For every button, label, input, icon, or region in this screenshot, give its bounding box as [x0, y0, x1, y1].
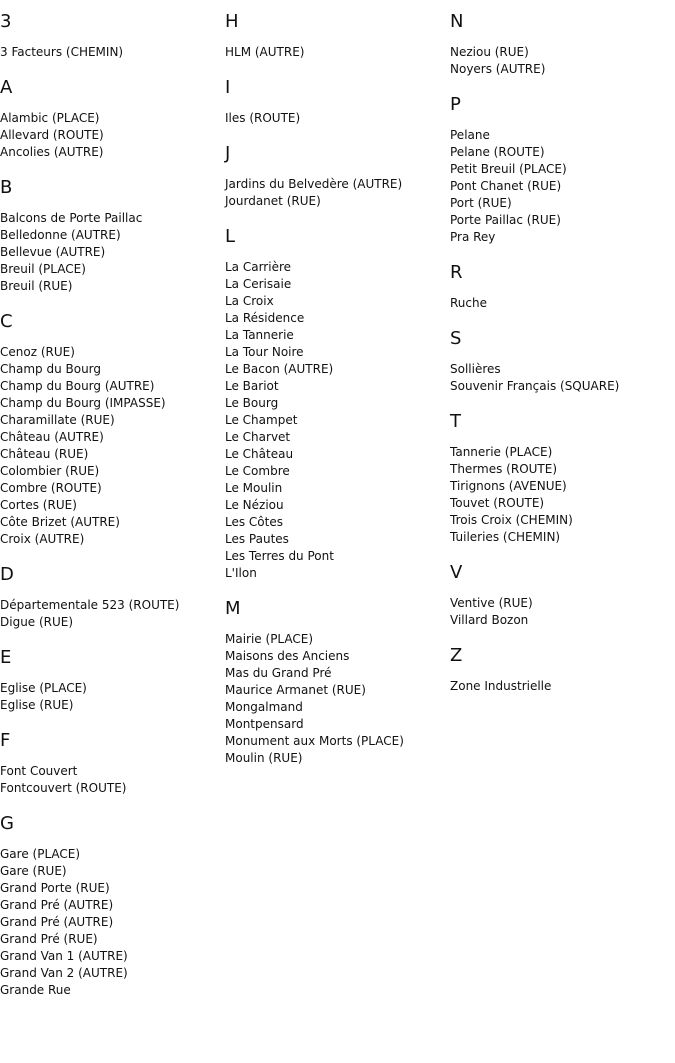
street-list-item[interactable]: Sollières — [450, 362, 501, 376]
letter-section — [0, 310, 225, 548]
letter-section — [450, 410, 675, 546]
street-list-item[interactable]: Les Terres du Pont — [225, 549, 334, 563]
street-list — [0, 344, 225, 548]
section-letter-heading: D — [0, 564, 14, 585]
street-list-item[interactable]: La Croix — [225, 294, 274, 308]
street-list-item[interactable]: Le Combre — [225, 464, 290, 478]
section-letter-heading: I — [225, 77, 231, 98]
letter-section — [0, 10, 225, 61]
section-letter-heading: E — [0, 647, 12, 668]
street-list-item[interactable]: Le Bacon (AUTRE) — [225, 362, 334, 376]
street-list-item[interactable]: Le Bariot — [225, 379, 279, 393]
street-list-item[interactable]: Porte Paillac (RUE) — [450, 213, 561, 227]
section-letter-heading: R — [450, 262, 463, 283]
street-list-item[interactable]: Thermes (ROUTE) — [450, 462, 558, 476]
street-list-item[interactable]: Grand Porte (RUE) — [0, 881, 110, 895]
section-letter-heading: Z — [450, 645, 463, 666]
street-list-item[interactable]: 3 Facteurs (CHEMIN) — [0, 45, 124, 59]
street-list-item[interactable]: Touvet (ROUTE) — [450, 496, 545, 510]
street-list-item[interactable]: Port (RUE) — [450, 196, 512, 210]
street-list — [225, 176, 450, 210]
street-list-item[interactable]: Eglise (RUE) — [0, 698, 74, 712]
street-list-item[interactable]: HLM (AUTRE) — [225, 45, 305, 59]
street-list-item[interactable]: Colombier (RUE) — [0, 464, 100, 478]
street-list-item[interactable]: Ancolies (AUTRE) — [0, 145, 104, 159]
street-list-item[interactable]: Champ du Bourg (IMPASSE) — [0, 396, 166, 410]
section-letter-heading: A — [0, 77, 13, 98]
letter-section — [450, 93, 675, 246]
street-list-item[interactable]: Les Pautes — [225, 532, 289, 546]
street-list-item[interactable]: Pelane — [450, 128, 490, 142]
street-list-item[interactable]: Les Côtes — [225, 515, 283, 529]
street-list-item[interactable]: Maurice Armanet (RUE) — [225, 683, 366, 697]
street-list-item[interactable]: Villard Bozon — [450, 613, 529, 627]
street-list — [450, 295, 675, 312]
letter-section — [225, 225, 450, 582]
street-list-item[interactable]: Pont Chanet (RUE) — [450, 179, 562, 193]
street-list-item[interactable]: Trois Croix (CHEMIN) — [450, 513, 573, 527]
street-list-item[interactable]: Pelane (ROUTE) — [450, 145, 545, 159]
street-list-item[interactable]: Grande Rue — [0, 983, 71, 997]
street-list — [0, 44, 225, 61]
street-list — [450, 678, 675, 695]
letter-section — [0, 812, 225, 999]
street-list-item[interactable]: Cortes (RUE) — [0, 498, 77, 512]
street-list-item[interactable]: Croix (AUTRE) — [0, 532, 85, 546]
street-list — [0, 110, 225, 161]
street-list-item[interactable]: La Tannerie — [225, 328, 294, 342]
street-list-item[interactable]: Combre (ROUTE) — [0, 481, 102, 495]
letter-section — [450, 261, 675, 312]
street-list-item[interactable]: La Tour Noire — [225, 345, 304, 359]
street-list-item[interactable]: Tirignons (AVENUE) — [450, 479, 567, 493]
letter-section — [225, 597, 450, 767]
letter-section — [225, 10, 450, 61]
section-letter-heading: G — [0, 813, 14, 834]
street-list — [450, 444, 675, 546]
street-list-item[interactable]: L'Ilon — [225, 566, 257, 580]
street-list-item[interactable]: Gare (RUE) — [0, 864, 67, 878]
street-list-item[interactable]: Le Moulin — [225, 481, 283, 495]
street-list — [0, 597, 225, 631]
street-list-item[interactable]: Pra Rey — [450, 230, 496, 244]
street-list-item[interactable]: Jourdanet (RUE) — [225, 194, 321, 208]
section-letter-heading: L — [225, 226, 236, 247]
street-list-item[interactable]: Balcons de Porte Paillac — [0, 211, 143, 225]
street-list-item[interactable]: Ruche — [450, 296, 487, 310]
street-list-item[interactable]: Grand Van 2 (AUTRE) — [0, 966, 128, 980]
section-letter-heading: J — [225, 143, 231, 164]
street-list-item[interactable]: Mairie (PLACE) — [225, 632, 314, 646]
street-list-item[interactable]: Château (RUE) — [0, 447, 89, 461]
street-list — [450, 44, 675, 78]
street-list-item[interactable]: Tannerie (PLACE) — [450, 445, 553, 459]
street-list-item[interactable]: Font Couvert — [0, 764, 78, 778]
street-list-item[interactable]: Monument aux Morts (PLACE) — [225, 734, 404, 748]
street-list-item[interactable]: Champ du Bourg (AUTRE) — [0, 379, 155, 393]
street-list-item[interactable]: Le Charvet — [225, 430, 291, 444]
street-list-item[interactable]: Grand Van 1 (AUTRE) — [0, 949, 128, 963]
street-list — [0, 210, 225, 295]
street-list — [225, 259, 450, 582]
street-list-item[interactable]: Noyers (AUTRE) — [450, 62, 546, 76]
street-list-item[interactable]: Digue (RUE) — [0, 615, 74, 629]
street-list — [0, 846, 225, 999]
section-letter-heading: F — [0, 730, 11, 751]
street-list-item[interactable]: Ventive (RUE) — [450, 596, 533, 610]
street-list-item[interactable]: Maisons des Anciens — [225, 649, 350, 663]
street-list-item[interactable]: Cenoz (RUE) — [0, 345, 75, 359]
street-list-item[interactable]: La Cerisaie — [225, 277, 292, 291]
street-list-item[interactable]: Souvenir Français (SQUARE) — [450, 379, 620, 393]
street-list-item[interactable]: Moulin (RUE) — [225, 751, 303, 765]
letter-section — [0, 176, 225, 295]
street-list-item[interactable]: Neziou (RUE) — [450, 45, 529, 59]
street-list-item[interactable]: Côte Brizet (AUTRE) — [0, 515, 120, 529]
street-list-item[interactable]: Belledonne (AUTRE) — [0, 228, 121, 242]
letter-section — [225, 76, 450, 127]
letter-section — [450, 327, 675, 395]
street-list — [225, 44, 450, 61]
street-list-item[interactable]: Iles (ROUTE) — [225, 111, 301, 125]
street-list — [450, 127, 675, 246]
letter-section — [450, 561, 675, 629]
street-list-item[interactable]: Mongalmand — [225, 700, 303, 714]
letter-section — [0, 729, 225, 797]
street-list-item[interactable]: Le Château — [225, 447, 294, 461]
street-list-item[interactable]: Tuileries (CHEMIN) — [450, 530, 561, 544]
street-list-item[interactable]: Jardins du Belvedère (AUTRE) — [225, 177, 403, 191]
street-list-item[interactable]: Charamillate (RUE) — [0, 413, 115, 427]
letter-section — [0, 563, 225, 631]
section-letter-heading: 3 — [0, 11, 12, 32]
section-letter-heading: H — [225, 11, 239, 32]
section-letter-heading: M — [225, 598, 241, 619]
street-list-item[interactable]: Grand Pré (AUTRE) — [0, 898, 114, 912]
street-list — [225, 631, 450, 767]
street-list — [450, 361, 675, 395]
street-list-item[interactable]: Grand Pré (AUTRE) — [0, 915, 114, 929]
street-list — [225, 110, 450, 127]
street-list-item[interactable]: Allevard (ROUTE) — [0, 128, 104, 142]
section-letter-heading: T — [450, 411, 461, 432]
street-list-item[interactable]: Alambic (PLACE) — [0, 111, 100, 125]
street-index-column-3 — [450, 10, 675, 710]
street-list — [450, 595, 675, 629]
street-list-item[interactable]: Bellevue (AUTRE) — [0, 245, 106, 259]
letter-section — [450, 644, 675, 695]
section-letter-heading: N — [450, 11, 464, 32]
street-list-item[interactable]: Mas du Grand Pré — [225, 666, 332, 680]
street-list — [0, 680, 225, 714]
street-list-item[interactable]: Château (AUTRE) — [0, 430, 104, 444]
street-list-item[interactable]: Le Bourg — [225, 396, 279, 410]
letter-section — [0, 76, 225, 161]
street-index-column-2 — [225, 10, 450, 782]
street-list-item[interactable]: Grand Pré (RUE) — [0, 932, 98, 946]
letter-section — [450, 10, 675, 78]
street-list-item[interactable]: Le Champet — [225, 413, 298, 427]
section-letter-heading: C — [0, 311, 13, 332]
street-list-item[interactable]: Breuil (RUE) — [0, 279, 73, 293]
street-list-item[interactable]: La Carrière — [225, 260, 292, 274]
street-list-item[interactable]: Breuil (PLACE) — [0, 262, 86, 276]
street-list-item[interactable]: Le Néziou — [225, 498, 284, 512]
street-list — [0, 763, 225, 797]
section-letter-heading: V — [450, 562, 463, 583]
section-letter-heading: S — [450, 328, 462, 349]
street-list-item[interactable]: Petit Breuil (PLACE) — [450, 162, 567, 176]
section-letter-heading: B — [0, 177, 13, 198]
street-list-item[interactable]: Montpensard — [225, 717, 304, 731]
section-letter-heading: P — [450, 94, 461, 115]
street-list-item[interactable]: Eglise (PLACE) — [0, 681, 87, 695]
street-list-item[interactable]: Champ du Bourg — [0, 362, 102, 376]
letter-section — [225, 142, 450, 210]
street-list-item[interactable]: Départementale 523 (ROUTE) — [0, 598, 180, 612]
street-list-item[interactable]: Gare (PLACE) — [0, 847, 81, 861]
street-index-column-1 — [0, 10, 225, 1014]
letter-section — [0, 646, 225, 714]
street-list-item[interactable]: Fontcouvert (ROUTE) — [0, 781, 127, 795]
street-list-item[interactable]: Zone Industrielle — [450, 679, 552, 693]
street-list-item[interactable]: La Résidence — [225, 311, 305, 325]
